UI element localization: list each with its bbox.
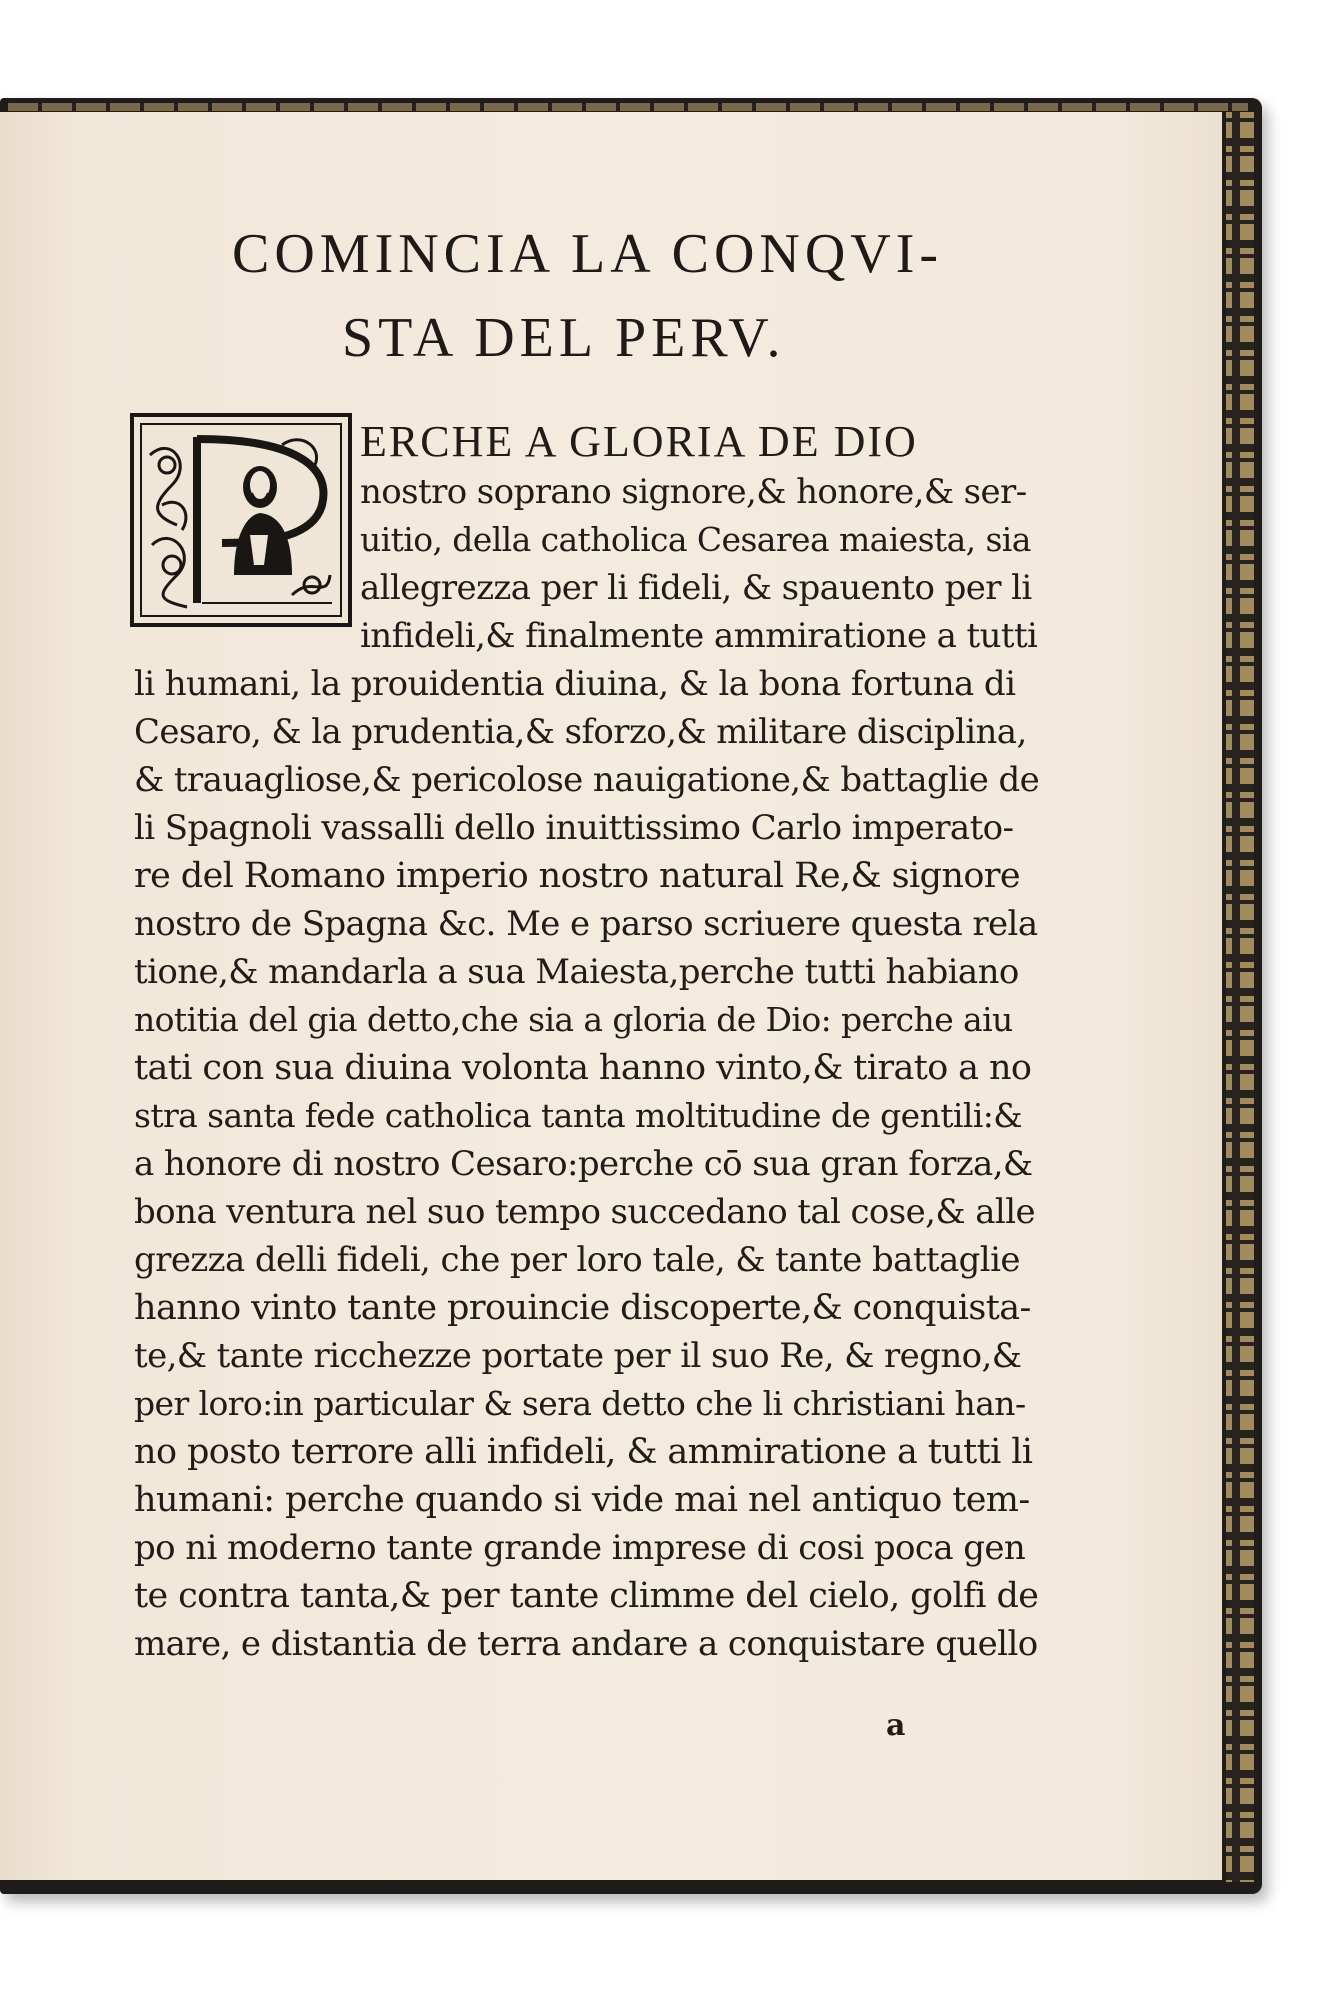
signature-mark: a bbox=[886, 1708, 906, 1743]
body-line: nostro de Spagna &c. Me e parso scriuere questa rela bbox=[134, 904, 1038, 944]
body-line: per loro:in particular & sera detto che li christiani han- bbox=[134, 1384, 1026, 1423]
gilt-edge-tooling bbox=[1226, 112, 1254, 1882]
heading-line-2: STA DEL PERV. bbox=[342, 307, 786, 369]
body-line: bona ventura nel suo tempo succedano tal cose,& alle bbox=[134, 1192, 1035, 1232]
body-line: ERCHE A GLORIA DE DIO bbox=[360, 417, 918, 466]
body-line: no posto terrore alli infideli, & ammiratione a tutti li bbox=[134, 1432, 1033, 1472]
body-line: uitio, della catholica Cesarea maiesta, sia bbox=[360, 520, 1031, 559]
body-line: stra santa fede catholica tanta moltitudine de gentili:& bbox=[134, 1096, 1023, 1135]
body-line: te,& tante ricchezze portate per il suo Re, & regno,& bbox=[134, 1336, 1022, 1376]
body-line: li Spagnoli vassalli dello inuittissimo Carlo imperato- bbox=[134, 808, 1014, 848]
body-line: tati con sua diuina volonta hanno vinto,& tirato a no bbox=[134, 1048, 1032, 1088]
heading-line-1: COMINCIA LA CONQVI- bbox=[232, 223, 943, 285]
woodcut-initial-illustration bbox=[142, 425, 340, 615]
body-line: tione,& mandarla a sua Maiesta,perche tutti habiano bbox=[134, 952, 1019, 992]
body-line: infideli,& finalmente ammiratione a tutti bbox=[360, 616, 1038, 656]
woodcut-initial bbox=[130, 413, 352, 627]
gilt-edge-inner bbox=[1232, 112, 1240, 1882]
body-line: grezza delli fideli, che per loro tale, & tante battaglie bbox=[134, 1240, 1020, 1280]
body-line: te contra tanta,& per tante climme del cielo, golfi de bbox=[134, 1576, 1039, 1616]
body-line: po ni moderno tante grande imprese di cosi poca gen bbox=[134, 1528, 1026, 1568]
body-line: nostro soprano signore,& honore,& ser- bbox=[360, 472, 1027, 512]
body-line: mare, e distantia de terra andare a conquistare quello bbox=[134, 1624, 1038, 1664]
body-line: notitia del gia detto,che sia a gloria de Dio: perche aiu bbox=[134, 1000, 1013, 1039]
page-heading bbox=[232, 212, 1052, 380]
body-line: humani: perche quando si vide mai nel antiquo tem- bbox=[134, 1480, 1030, 1520]
gilt-top-border bbox=[8, 103, 1248, 111]
body-line: re del Romano imperio nostro natural Re,& signore bbox=[134, 856, 1021, 896]
body-line: a honore di nostro Cesaro:perche cō sua gran forza,& bbox=[134, 1144, 1033, 1184]
body-line: Cesaro, & la prudentia,& sforzo,& militare disciplina, bbox=[134, 712, 1027, 752]
body-line: allegrezza per li fideli, & spauento per li bbox=[360, 568, 1032, 608]
body-line: li humani, la prouidentia diuina, & la bona fortuna di bbox=[134, 664, 1016, 704]
body-line: hanno vinto tante prouincie discoperte,& conquista- bbox=[134, 1288, 1031, 1328]
body-line: & trauagliose,& pericolose nauigatione,& battaglie de bbox=[134, 760, 1040, 800]
